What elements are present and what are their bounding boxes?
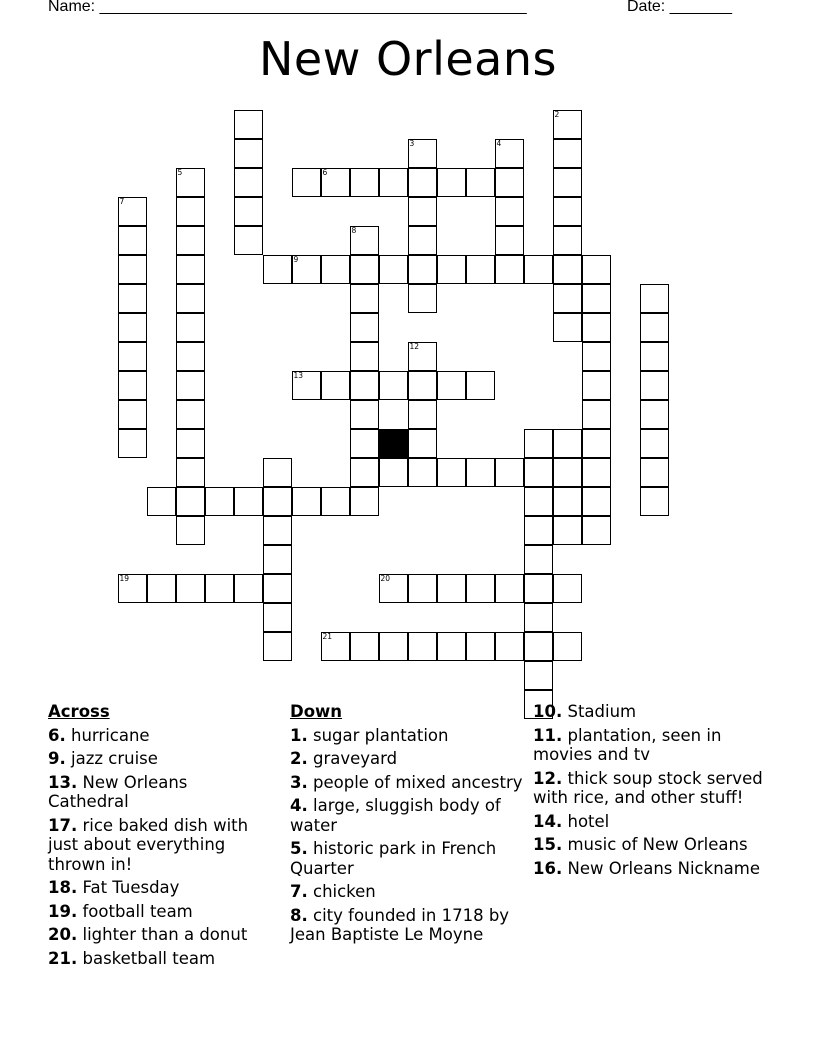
clue-number: 6. bbox=[48, 725, 66, 745]
clue-down bbox=[533, 835, 773, 855]
grid-cell[interactable] bbox=[176, 458, 205, 487]
clue-down bbox=[533, 812, 773, 832]
grid-cell[interactable] bbox=[408, 458, 437, 487]
grid-cell[interactable] bbox=[118, 574, 147, 603]
cell-number: 8 bbox=[351, 225, 357, 235]
grid-cell[interactable] bbox=[379, 168, 408, 197]
cell-number: 3 bbox=[409, 138, 415, 148]
grid-cell[interactable] bbox=[321, 487, 350, 516]
grid-cell[interactable] bbox=[582, 255, 611, 284]
grid-cell[interactable] bbox=[350, 429, 379, 458]
clue-number: 14. bbox=[533, 811, 563, 831]
black-cell bbox=[379, 429, 408, 458]
grid-cell[interactable] bbox=[553, 458, 582, 487]
grid-cell[interactable] bbox=[263, 255, 292, 284]
grid-cell[interactable] bbox=[437, 371, 466, 400]
grid-cell[interactable] bbox=[495, 632, 524, 661]
grid-cell[interactable] bbox=[640, 284, 669, 313]
page-title: New Orleans bbox=[259, 32, 557, 86]
clue-text: New Orleans Cathedral bbox=[48, 772, 188, 811]
clue-down bbox=[290, 773, 530, 793]
name-label: Name: ________________________________________________ bbox=[48, 0, 527, 15]
grid-cell[interactable] bbox=[234, 487, 263, 516]
cell-number: 19 bbox=[119, 573, 130, 583]
grid-cell[interactable] bbox=[582, 371, 611, 400]
clue-down bbox=[290, 882, 530, 902]
cell-number: 4 bbox=[496, 138, 502, 148]
grid-cell[interactable] bbox=[553, 168, 582, 197]
grid-cell[interactable] bbox=[408, 632, 437, 661]
grid-cell[interactable] bbox=[321, 632, 350, 661]
grid-cell[interactable] bbox=[118, 400, 147, 429]
clue-number: 10. bbox=[533, 702, 563, 721]
clue-text: lighter than a donut bbox=[82, 925, 248, 944]
grid-cell[interactable] bbox=[408, 429, 437, 458]
clue-text: sugar plantation bbox=[313, 725, 449, 745]
cell-number: 13 bbox=[293, 370, 304, 380]
across-heading: Across bbox=[48, 702, 110, 721]
grid-cell[interactable] bbox=[582, 342, 611, 371]
grid-cell[interactable] bbox=[495, 168, 524, 197]
grid-cell[interactable] bbox=[176, 284, 205, 313]
grid-cell[interactable] bbox=[292, 168, 321, 197]
clue-number: 15. bbox=[533, 835, 563, 854]
grid-cell[interactable] bbox=[176, 313, 205, 342]
grid-cell[interactable] bbox=[640, 371, 669, 400]
clue-down bbox=[533, 726, 773, 765]
clue-text: plantation, seen in movies and tv bbox=[533, 725, 722, 764]
grid-cell[interactable] bbox=[292, 255, 321, 284]
grid-cell[interactable] bbox=[553, 255, 582, 284]
down-clues-continued bbox=[533, 702, 773, 882]
grid-cell[interactable] bbox=[524, 545, 553, 574]
grid-cell[interactable] bbox=[234, 197, 263, 226]
grid-cell[interactable] bbox=[582, 458, 611, 487]
clue-number: 4. bbox=[290, 796, 308, 815]
clue-text: historic park in French Quarter bbox=[290, 839, 497, 878]
grid-cell[interactable] bbox=[147, 487, 176, 516]
grid-cell[interactable] bbox=[263, 603, 292, 632]
grid-cell[interactable] bbox=[466, 458, 495, 487]
clue-across bbox=[48, 949, 273, 969]
grid-cell[interactable] bbox=[495, 458, 524, 487]
grid-cell[interactable] bbox=[495, 226, 524, 255]
clue-text: Stadium bbox=[567, 702, 637, 721]
grid-cell[interactable] bbox=[176, 371, 205, 400]
clue-text: music of New Orleans bbox=[567, 835, 748, 854]
grid-cell[interactable] bbox=[640, 400, 669, 429]
grid-cell[interactable] bbox=[292, 487, 321, 516]
grid-cell[interactable] bbox=[118, 197, 147, 226]
grid-cell[interactable] bbox=[176, 342, 205, 371]
grid-cell[interactable] bbox=[466, 168, 495, 197]
clue-number: 18. bbox=[48, 878, 78, 897]
grid-cell[interactable] bbox=[553, 197, 582, 226]
grid-cell[interactable] bbox=[408, 139, 437, 168]
grid-cell[interactable] bbox=[582, 487, 611, 516]
grid-cell[interactable] bbox=[408, 400, 437, 429]
clue-number: 16. bbox=[533, 858, 563, 878]
grid-cell[interactable] bbox=[408, 168, 437, 197]
grid-cell[interactable] bbox=[234, 574, 263, 603]
grid-cell[interactable] bbox=[176, 168, 205, 197]
grid-cell[interactable] bbox=[437, 574, 466, 603]
clue-number: 9. bbox=[48, 749, 66, 768]
grid-cell[interactable] bbox=[350, 342, 379, 371]
cell-number: 9 bbox=[293, 254, 299, 264]
grid-cell[interactable] bbox=[495, 197, 524, 226]
grid-cell[interactable] bbox=[350, 400, 379, 429]
grid-cell[interactable] bbox=[118, 284, 147, 313]
clue-across bbox=[48, 925, 273, 945]
grid-cell[interactable] bbox=[524, 429, 553, 458]
grid-cell[interactable] bbox=[263, 516, 292, 545]
clue-text: hotel bbox=[567, 811, 610, 831]
grid-cell[interactable] bbox=[118, 342, 147, 371]
grid-cell[interactable] bbox=[379, 632, 408, 661]
grid-cell[interactable] bbox=[524, 458, 553, 487]
grid-cell[interactable] bbox=[437, 458, 466, 487]
grid-cell[interactable] bbox=[640, 342, 669, 371]
clue-down bbox=[533, 702, 773, 722]
grid-cell[interactable] bbox=[553, 487, 582, 516]
clue-number: 1. bbox=[290, 725, 308, 745]
grid-cell[interactable] bbox=[263, 487, 292, 516]
grid-cell[interactable] bbox=[118, 255, 147, 284]
clue-down bbox=[533, 859, 773, 879]
grid-cell[interactable] bbox=[176, 429, 205, 458]
grid-cell[interactable] bbox=[553, 574, 582, 603]
clue-across bbox=[48, 902, 273, 922]
grid-cell[interactable] bbox=[524, 574, 553, 603]
cell-number: 12 bbox=[409, 341, 420, 351]
clue-number: 2. bbox=[290, 749, 308, 768]
grid-cell[interactable] bbox=[118, 429, 147, 458]
clue-across bbox=[48, 749, 273, 769]
grid-cell[interactable] bbox=[350, 487, 379, 516]
grid-cell[interactable] bbox=[582, 400, 611, 429]
clue-number: 20. bbox=[48, 925, 78, 944]
grid-cell[interactable] bbox=[234, 226, 263, 255]
grid-cell[interactable] bbox=[495, 255, 524, 284]
grid-cell[interactable] bbox=[408, 226, 437, 255]
grid-cell[interactable] bbox=[466, 255, 495, 284]
clue-down bbox=[290, 796, 530, 835]
grid-cell[interactable] bbox=[408, 197, 437, 226]
clue-across bbox=[48, 726, 273, 746]
grid-cell[interactable] bbox=[263, 574, 292, 603]
grid-cell[interactable] bbox=[408, 255, 437, 284]
clue-text: Fat Tuesday bbox=[82, 878, 180, 897]
grid-cell[interactable] bbox=[176, 255, 205, 284]
grid-cell[interactable] bbox=[640, 458, 669, 487]
grid-cell[interactable] bbox=[263, 458, 292, 487]
grid-cell[interactable] bbox=[118, 313, 147, 342]
grid-cell[interactable] bbox=[263, 545, 292, 574]
grid-cell[interactable] bbox=[582, 516, 611, 545]
grid-cell[interactable] bbox=[350, 632, 379, 661]
grid-cell[interactable] bbox=[321, 255, 350, 284]
grid-cell[interactable] bbox=[524, 632, 553, 661]
cell-number: 7 bbox=[119, 196, 125, 206]
grid-cell[interactable] bbox=[640, 429, 669, 458]
grid-cell[interactable] bbox=[408, 284, 437, 313]
cell-number: 5 bbox=[177, 167, 183, 177]
grid-cell[interactable] bbox=[524, 661, 553, 690]
grid-cell[interactable] bbox=[350, 226, 379, 255]
grid-cell[interactable] bbox=[466, 632, 495, 661]
clue-text: hurricane bbox=[71, 725, 150, 745]
grid-cell[interactable] bbox=[640, 313, 669, 342]
grid-cell[interactable] bbox=[205, 487, 234, 516]
clue-number: 19. bbox=[48, 901, 78, 921]
clue-number: 13. bbox=[48, 772, 78, 792]
cell-number: 2 bbox=[554, 109, 560, 119]
grid-cell[interactable] bbox=[350, 371, 379, 400]
clue-across bbox=[48, 773, 273, 812]
grid-cell[interactable] bbox=[524, 603, 553, 632]
grid-cell[interactable] bbox=[524, 516, 553, 545]
clue-text: graveyard bbox=[313, 749, 398, 768]
clue-text: city founded in 1718 by Jean Baptiste Le Moyne bbox=[290, 905, 510, 944]
clue-text: New Orleans Nickname bbox=[567, 858, 760, 878]
grid-cell[interactable] bbox=[495, 574, 524, 603]
grid-cell[interactable] bbox=[379, 255, 408, 284]
grid-cell[interactable] bbox=[437, 255, 466, 284]
grid-cell[interactable] bbox=[350, 458, 379, 487]
clue-down bbox=[290, 726, 530, 746]
grid-cell[interactable] bbox=[147, 574, 176, 603]
grid-cell[interactable] bbox=[524, 487, 553, 516]
grid-cell[interactable] bbox=[524, 255, 553, 284]
grid-cell[interactable] bbox=[553, 632, 582, 661]
clue-text: rice baked dish with just about everything thrown in! bbox=[48, 815, 249, 874]
grid-cell[interactable] bbox=[118, 371, 147, 400]
grid-cell[interactable] bbox=[379, 371, 408, 400]
grid-cell[interactable] bbox=[640, 487, 669, 516]
clue-number: 21. bbox=[48, 948, 78, 968]
grid-cell[interactable] bbox=[553, 313, 582, 342]
grid-cell[interactable] bbox=[263, 632, 292, 661]
grid-cell[interactable] bbox=[176, 197, 205, 226]
grid-cell[interactable] bbox=[582, 313, 611, 342]
clue-across bbox=[48, 816, 273, 875]
clue-down bbox=[290, 839, 530, 878]
grid-cell[interactable] bbox=[176, 574, 205, 603]
grid-cell[interactable] bbox=[466, 574, 495, 603]
grid-cell[interactable] bbox=[350, 313, 379, 342]
clue-number: 5. bbox=[290, 839, 308, 858]
cell-number: 6 bbox=[322, 167, 328, 177]
clue-down bbox=[533, 769, 773, 808]
grid-cell[interactable] bbox=[176, 400, 205, 429]
grid-cell[interactable] bbox=[118, 226, 147, 255]
clue-text: thick soup stock served with rice, and other stuff! bbox=[533, 768, 763, 807]
clue-text: basketball team bbox=[82, 948, 216, 968]
grid-cell[interactable] bbox=[234, 110, 263, 139]
cell-number: 20 bbox=[380, 573, 391, 583]
grid-cell[interactable] bbox=[553, 226, 582, 255]
clue-across bbox=[48, 878, 273, 898]
grid-cell[interactable] bbox=[350, 284, 379, 313]
clue-text: football team bbox=[82, 901, 193, 921]
grid-cell[interactable] bbox=[408, 371, 437, 400]
grid-cell[interactable] bbox=[437, 168, 466, 197]
across-clues bbox=[48, 702, 273, 972]
grid-cell[interactable] bbox=[553, 284, 582, 313]
grid-cell[interactable] bbox=[495, 139, 524, 168]
date-label: Date: _______ bbox=[627, 0, 732, 15]
grid-cell[interactable] bbox=[350, 168, 379, 197]
grid-cell[interactable] bbox=[553, 139, 582, 168]
grid-cell[interactable] bbox=[408, 342, 437, 371]
grid-cell[interactable] bbox=[408, 574, 437, 603]
clue-down bbox=[290, 749, 530, 769]
grid-cell[interactable] bbox=[582, 429, 611, 458]
clue-number: 17. bbox=[48, 815, 78, 835]
grid-cell[interactable] bbox=[176, 487, 205, 516]
grid-cell[interactable] bbox=[205, 574, 234, 603]
grid-cell[interactable] bbox=[379, 574, 408, 603]
grid-cell[interactable] bbox=[321, 168, 350, 197]
grid-cell[interactable] bbox=[582, 284, 611, 313]
clue-text: people of mixed ancestry bbox=[313, 772, 523, 792]
grid-cell[interactable] bbox=[553, 516, 582, 545]
clue-text: jazz cruise bbox=[71, 749, 158, 768]
clue-number: 11. bbox=[533, 725, 563, 745]
clue-text: large, sluggish body of water bbox=[290, 796, 501, 835]
clue-number: 7. bbox=[290, 882, 308, 901]
grid-cell[interactable] bbox=[466, 371, 495, 400]
down-clues bbox=[290, 702, 530, 949]
clue-down bbox=[290, 906, 530, 945]
grid-cell[interactable] bbox=[350, 255, 379, 284]
grid-cell[interactable] bbox=[292, 371, 321, 400]
down-heading: Down bbox=[290, 702, 343, 721]
clue-text: chicken bbox=[313, 882, 376, 901]
grid-cell[interactable] bbox=[321, 371, 350, 400]
grid-cell[interactable] bbox=[553, 110, 582, 139]
clue-number: 3. bbox=[290, 772, 308, 792]
cell-number: 21 bbox=[322, 631, 333, 641]
grid-cell[interactable] bbox=[553, 429, 582, 458]
clue-number: 12. bbox=[533, 768, 563, 788]
grid-cell[interactable] bbox=[437, 632, 466, 661]
grid-cell[interactable] bbox=[234, 168, 263, 197]
grid-cell[interactable] bbox=[379, 458, 408, 487]
grid-cell[interactable] bbox=[176, 226, 205, 255]
grid-cell[interactable] bbox=[234, 139, 263, 168]
clue-number: 8. bbox=[290, 905, 308, 925]
grid-cell[interactable] bbox=[176, 516, 205, 545]
